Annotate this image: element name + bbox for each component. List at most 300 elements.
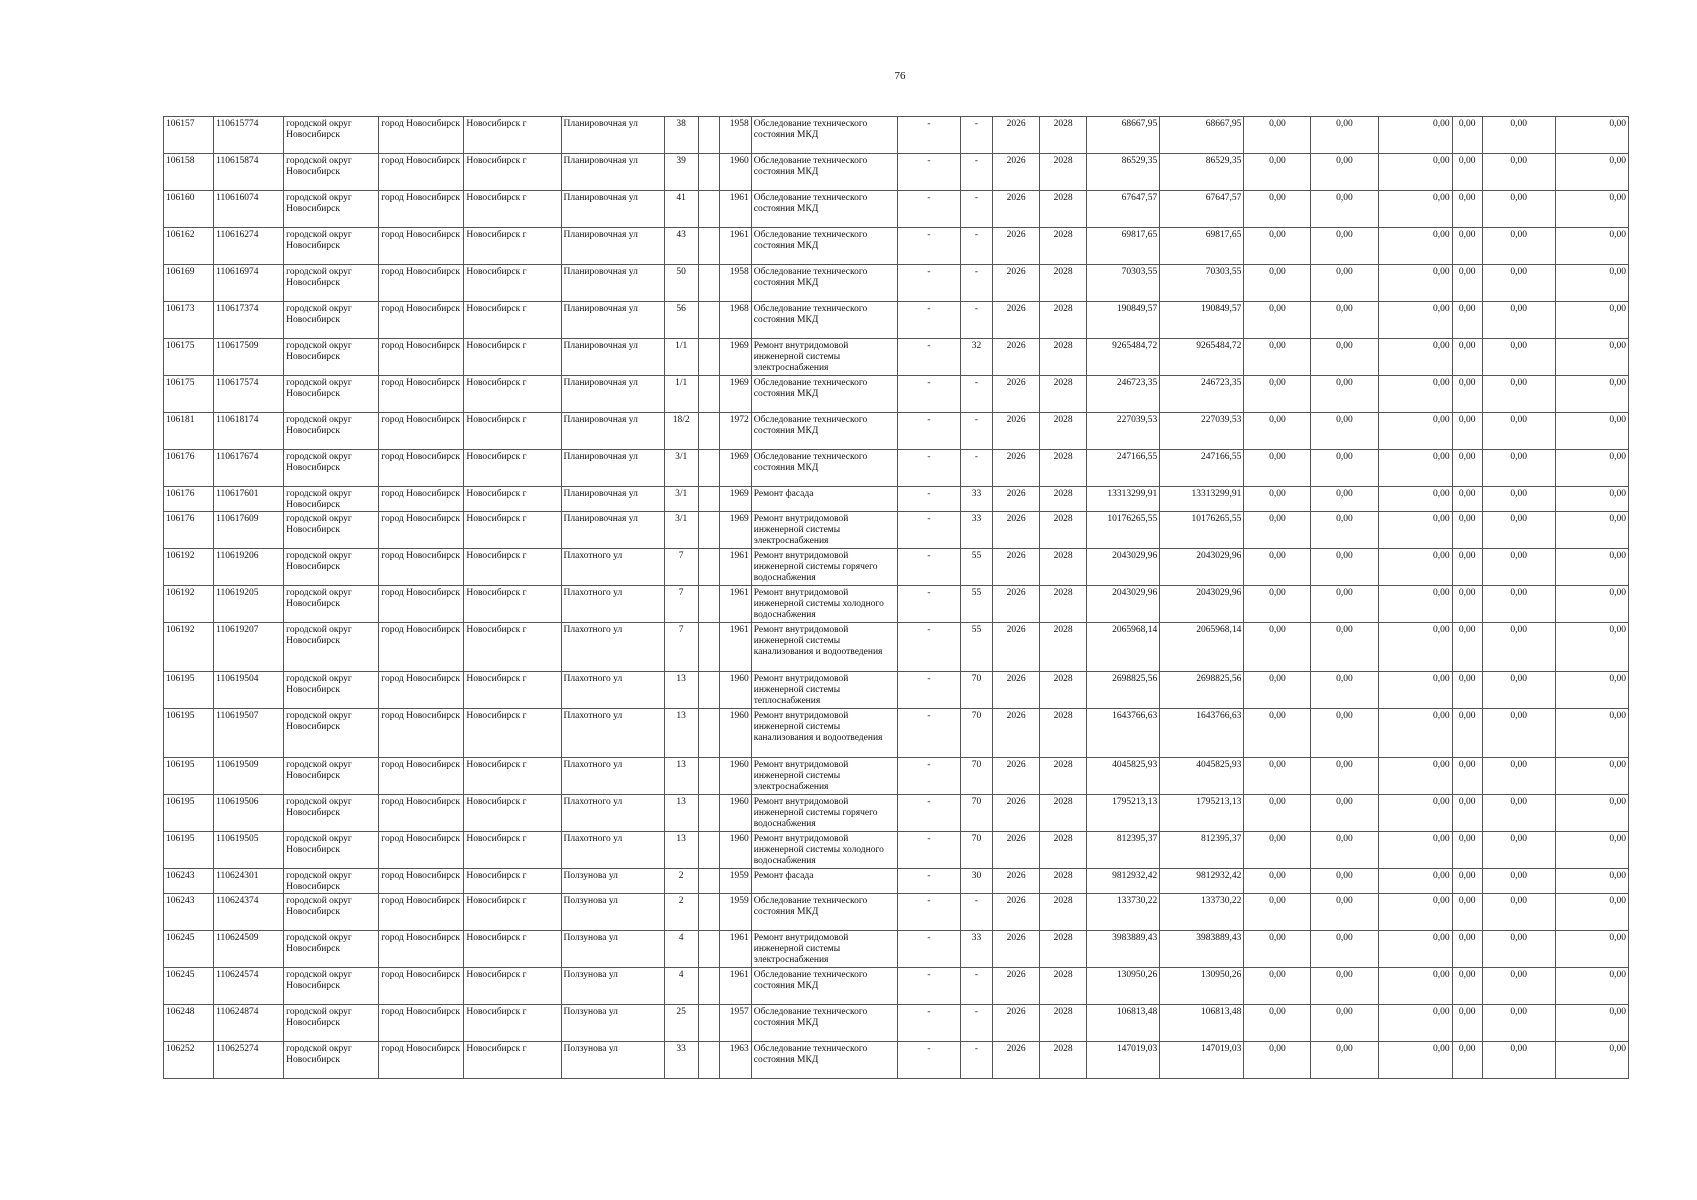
cell-municipal-district: городской округ Новосибирск	[284, 586, 379, 623]
cell-work-type: Обследование технического состояния МКД	[751, 1042, 897, 1079]
cell-cost-fund: 1795213,13	[1160, 795, 1244, 832]
cell-build-year: 1961	[719, 623, 751, 672]
cell-city: Новосибирск г	[464, 191, 561, 228]
cell-total-cost: 227039,53	[1087, 413, 1160, 450]
cell-end-year: 2028	[1040, 339, 1087, 376]
cell-cost-b: 0,00	[1311, 228, 1378, 265]
cell-work-type: Обследование технического состояния МКД	[751, 191, 897, 228]
cell-build-year: 1957	[719, 1005, 751, 1042]
cell-settlement: город Новосибирск	[379, 302, 464, 339]
cell-work-code: 110619205	[214, 586, 284, 623]
cell-settlement: город Новосибирск	[379, 549, 464, 586]
cell-cost-c: 0,00	[1378, 265, 1452, 302]
cell-house-number: 2	[664, 894, 698, 931]
cell-settlement: город Новосибирск	[379, 869, 464, 894]
cell-start-year: 2026	[993, 1042, 1040, 1079]
cell-street: Плахотного ул	[561, 795, 664, 832]
table-row	[164, 191, 1629, 228]
cell-start-year: 2026	[993, 376, 1040, 413]
cell-col-dash: -	[897, 487, 960, 512]
cell-cost-a: 0,00	[1244, 832, 1311, 869]
cell-city: Новосибирск г	[464, 265, 561, 302]
cell-cost-d: 0,00	[1452, 832, 1482, 869]
cell-start-year: 2026	[993, 117, 1040, 154]
cell-cost-fund: 2043029,96	[1160, 549, 1244, 586]
cell-build-year: 1969	[719, 376, 751, 413]
cell-building	[698, 968, 719, 1005]
cell-house-number: 38	[664, 117, 698, 154]
table-row	[164, 413, 1629, 450]
cell-cost-a: 0,00	[1244, 154, 1311, 191]
cell-cost-b: 0,00	[1311, 376, 1378, 413]
cell-cost-d: 0,00	[1452, 672, 1482, 709]
cell-cost-e: 0,00	[1482, 672, 1555, 709]
table-row	[164, 709, 1629, 758]
cell-cost-d: 0,00	[1452, 869, 1482, 894]
cell-cost-d: 0,00	[1452, 709, 1482, 758]
cell-city: Новосибирск г	[464, 549, 561, 586]
cell-city: Новосибирск г	[464, 795, 561, 832]
cell-col-dash: -	[897, 672, 960, 709]
cell-city: Новосибирск г	[464, 228, 561, 265]
cell-street: Планировочная ул	[561, 228, 664, 265]
cell-build-year: 1958	[719, 117, 751, 154]
cell-building	[698, 758, 719, 795]
cell-cost-d: 0,00	[1452, 1005, 1482, 1042]
cell-wear-percent: -	[961, 1005, 993, 1042]
cell-cost-fund: 86529,35	[1160, 154, 1244, 191]
cell-work-type: Ремонт внутридомовой инженерной системы канализования и водоотведения	[751, 623, 897, 672]
cell-settlement: город Новосибирск	[379, 1005, 464, 1042]
cell-build-year: 1960	[719, 795, 751, 832]
cell-total-cost: 190849,57	[1087, 302, 1160, 339]
cell-wear-percent: -	[961, 450, 993, 487]
cell-work-type: Обследование технического состояния МКД	[751, 968, 897, 1005]
table-body	[164, 117, 1629, 1079]
cell-settlement: город Новосибирск	[379, 894, 464, 931]
cell-start-year: 2026	[993, 549, 1040, 586]
cell-municipal-district: городской округ Новосибирск	[284, 117, 379, 154]
cell-building	[698, 931, 719, 968]
cell-building	[698, 191, 719, 228]
cell-cost-e: 0,00	[1482, 512, 1555, 549]
cell-col-dash: -	[897, 758, 960, 795]
cell-cost-f: 0,00	[1555, 586, 1628, 623]
cell-cost-b: 0,00	[1311, 709, 1378, 758]
cell-total-cost: 247166,55	[1087, 450, 1160, 487]
cell-object-id: 106176	[164, 512, 214, 549]
table-row	[164, 758, 1629, 795]
cell-municipal-district: городской округ Новосибирск	[284, 265, 379, 302]
cell-cost-a: 0,00	[1244, 1042, 1311, 1079]
cell-object-id: 106245	[164, 968, 214, 1005]
cell-start-year: 2026	[993, 869, 1040, 894]
cell-street: Планировочная ул	[561, 413, 664, 450]
cell-object-id: 106176	[164, 487, 214, 512]
cell-object-id: 106243	[164, 894, 214, 931]
cell-city: Новосибирск г	[464, 758, 561, 795]
cell-cost-fund: 246723,35	[1160, 376, 1244, 413]
cell-end-year: 2028	[1040, 758, 1087, 795]
cell-col-dash: -	[897, 968, 960, 1005]
cell-cost-fund: 9265484,72	[1160, 339, 1244, 376]
cell-object-id: 106195	[164, 672, 214, 709]
cell-wear-percent: 32	[961, 339, 993, 376]
cell-col-dash: -	[897, 302, 960, 339]
cell-end-year: 2028	[1040, 117, 1087, 154]
cell-work-type: Обследование технического состояния МКД	[751, 376, 897, 413]
cell-settlement: город Новосибирск	[379, 672, 464, 709]
cell-cost-c: 0,00	[1378, 709, 1452, 758]
cell-cost-a: 0,00	[1244, 413, 1311, 450]
cell-end-year: 2028	[1040, 795, 1087, 832]
cell-work-code: 110619206	[214, 549, 284, 586]
cell-col-dash: -	[897, 191, 960, 228]
cell-col-dash: -	[897, 413, 960, 450]
cell-municipal-district: городской округ Новосибирск	[284, 339, 379, 376]
cell-cost-fund: 106813,48	[1160, 1005, 1244, 1042]
cell-work-type: Ремонт фасада	[751, 869, 897, 894]
cell-cost-e: 0,00	[1482, 265, 1555, 302]
cell-settlement: город Новосибирск	[379, 450, 464, 487]
cell-col-dash: -	[897, 709, 960, 758]
cell-street: Плахотного ул	[561, 549, 664, 586]
cell-cost-a: 0,00	[1244, 869, 1311, 894]
cell-start-year: 2026	[993, 228, 1040, 265]
cell-cost-a: 0,00	[1244, 1005, 1311, 1042]
cell-street: Планировочная ул	[561, 339, 664, 376]
cell-cost-e: 0,00	[1482, 832, 1555, 869]
cell-settlement: город Новосибирск	[379, 832, 464, 869]
cell-build-year: 1972	[719, 413, 751, 450]
cell-cost-b: 0,00	[1311, 869, 1378, 894]
cell-building	[698, 339, 719, 376]
cell-cost-fund: 2698825,56	[1160, 672, 1244, 709]
cell-work-code: 110616274	[214, 228, 284, 265]
cell-object-id: 106195	[164, 832, 214, 869]
cell-city: Новосибирск г	[464, 1005, 561, 1042]
cell-start-year: 2026	[993, 265, 1040, 302]
cell-cost-b: 0,00	[1311, 191, 1378, 228]
cell-cost-c: 0,00	[1378, 832, 1452, 869]
cell-work-code: 110619509	[214, 758, 284, 795]
cell-col-dash: -	[897, 832, 960, 869]
cell-street: Планировочная ул	[561, 512, 664, 549]
cell-house-number: 50	[664, 265, 698, 302]
cell-wear-percent: 33	[961, 487, 993, 512]
cell-house-number: 3/1	[664, 450, 698, 487]
cell-col-dash: -	[897, 154, 960, 191]
cell-object-id: 106158	[164, 154, 214, 191]
table-row	[164, 1005, 1629, 1042]
cell-start-year: 2026	[993, 672, 1040, 709]
cell-start-year: 2026	[993, 894, 1040, 931]
cell-build-year: 1968	[719, 302, 751, 339]
cell-work-code: 110619507	[214, 709, 284, 758]
table-row	[164, 117, 1629, 154]
cell-municipal-district: городской округ Новосибирск	[284, 302, 379, 339]
cell-cost-f: 0,00	[1555, 339, 1628, 376]
cell-total-cost: 9812932,42	[1087, 869, 1160, 894]
cell-cost-e: 0,00	[1482, 709, 1555, 758]
cell-cost-f: 0,00	[1555, 894, 1628, 931]
cell-cost-fund: 69817,65	[1160, 228, 1244, 265]
cell-start-year: 2026	[993, 832, 1040, 869]
cell-col-dash: -	[897, 265, 960, 302]
cell-wear-percent: -	[961, 376, 993, 413]
cell-cost-c: 0,00	[1378, 191, 1452, 228]
cell-start-year: 2026	[993, 758, 1040, 795]
cell-cost-e: 0,00	[1482, 117, 1555, 154]
cell-work-code: 110615874	[214, 154, 284, 191]
cell-cost-b: 0,00	[1311, 1042, 1378, 1079]
cell-cost-d: 0,00	[1452, 931, 1482, 968]
cell-wear-percent: 55	[961, 549, 993, 586]
cell-col-dash: -	[897, 623, 960, 672]
cell-cost-f: 0,00	[1555, 1005, 1628, 1042]
cell-cost-e: 0,00	[1482, 154, 1555, 191]
cell-cost-a: 0,00	[1244, 549, 1311, 586]
cell-work-type: Обследование технического состояния МКД	[751, 117, 897, 154]
cell-city: Новосибирск г	[464, 894, 561, 931]
cell-cost-d: 0,00	[1452, 154, 1482, 191]
cell-house-number: 13	[664, 795, 698, 832]
cell-municipal-district: городской округ Новосибирск	[284, 191, 379, 228]
cell-work-code: 110625274	[214, 1042, 284, 1079]
cell-end-year: 2028	[1040, 672, 1087, 709]
cell-start-year: 2026	[993, 191, 1040, 228]
cell-house-number: 13	[664, 709, 698, 758]
cell-wear-percent: 70	[961, 672, 993, 709]
cell-street: Плахотного ул	[561, 623, 664, 672]
cell-cost-b: 0,00	[1311, 339, 1378, 376]
cell-city: Новосибирск г	[464, 623, 561, 672]
cell-cost-d: 0,00	[1452, 586, 1482, 623]
cell-street: Планировочная ул	[561, 117, 664, 154]
cell-cost-a: 0,00	[1244, 758, 1311, 795]
cell-total-cost: 2698825,56	[1087, 672, 1160, 709]
cell-object-id: 106176	[164, 450, 214, 487]
cell-cost-d: 0,00	[1452, 795, 1482, 832]
cell-work-type: Обследование технического состояния МКД	[751, 894, 897, 931]
cell-cost-c: 0,00	[1378, 931, 1452, 968]
cell-work-type: Обследование технического состояния МКД	[751, 413, 897, 450]
cell-cost-d: 0,00	[1452, 894, 1482, 931]
cell-cost-b: 0,00	[1311, 586, 1378, 623]
cell-end-year: 2028	[1040, 191, 1087, 228]
cell-end-year: 2028	[1040, 931, 1087, 968]
cell-cost-b: 0,00	[1311, 549, 1378, 586]
cell-house-number: 7	[664, 549, 698, 586]
cell-city: Новосибирск г	[464, 302, 561, 339]
cell-start-year: 2026	[993, 968, 1040, 1005]
cell-end-year: 2028	[1040, 154, 1087, 191]
cell-cost-b: 0,00	[1311, 623, 1378, 672]
cell-end-year: 2028	[1040, 376, 1087, 413]
cell-street: Плахотного ул	[561, 672, 664, 709]
cell-cost-f: 0,00	[1555, 758, 1628, 795]
cell-cost-e: 0,00	[1482, 623, 1555, 672]
cell-cost-f: 0,00	[1555, 302, 1628, 339]
cell-col-dash: -	[897, 376, 960, 413]
cell-cost-e: 0,00	[1482, 931, 1555, 968]
cell-col-dash: -	[897, 549, 960, 586]
cell-end-year: 2028	[1040, 487, 1087, 512]
cell-cost-b: 0,00	[1311, 487, 1378, 512]
cell-cost-d: 0,00	[1452, 1042, 1482, 1079]
cell-cost-a: 0,00	[1244, 512, 1311, 549]
cell-building	[698, 709, 719, 758]
cell-municipal-district: городской округ Новосибирск	[284, 832, 379, 869]
cell-start-year: 2026	[993, 450, 1040, 487]
cell-end-year: 2028	[1040, 450, 1087, 487]
cell-building	[698, 869, 719, 894]
cell-cost-e: 0,00	[1482, 228, 1555, 265]
cell-city: Новосибирск г	[464, 450, 561, 487]
cell-wear-percent: 55	[961, 623, 993, 672]
cell-building	[698, 413, 719, 450]
cell-cost-c: 0,00	[1378, 672, 1452, 709]
cell-cost-f: 0,00	[1555, 413, 1628, 450]
cell-end-year: 2028	[1040, 413, 1087, 450]
cell-object-id: 106157	[164, 117, 214, 154]
cell-cost-b: 0,00	[1311, 512, 1378, 549]
cell-total-cost: 3983889,43	[1087, 931, 1160, 968]
cell-object-id: 106245	[164, 931, 214, 968]
cell-cost-f: 0,00	[1555, 549, 1628, 586]
cell-street: Плахотного ул	[561, 586, 664, 623]
cell-city: Новосибирск г	[464, 154, 561, 191]
cell-cost-fund: 10176265,55	[1160, 512, 1244, 549]
cell-object-id: 106195	[164, 709, 214, 758]
cell-wear-percent: -	[961, 413, 993, 450]
cell-cost-e: 0,00	[1482, 191, 1555, 228]
cell-wear-percent: -	[961, 1042, 993, 1079]
cell-cost-b: 0,00	[1311, 758, 1378, 795]
cell-wear-percent: 70	[961, 709, 993, 758]
cell-work-code: 110624301	[214, 869, 284, 894]
cell-street: Ползунова ул	[561, 1042, 664, 1079]
cell-building	[698, 623, 719, 672]
cell-work-code: 110619207	[214, 623, 284, 672]
cell-cost-fund: 130950,26	[1160, 968, 1244, 1005]
cell-total-cost: 67647,57	[1087, 191, 1160, 228]
table-row	[164, 586, 1629, 623]
cell-cost-f: 0,00	[1555, 709, 1628, 758]
cell-wear-percent: 55	[961, 586, 993, 623]
cell-cost-d: 0,00	[1452, 339, 1482, 376]
cell-start-year: 2026	[993, 623, 1040, 672]
cell-build-year: 1960	[719, 672, 751, 709]
cell-work-type: Обследование технического состояния МКД	[751, 265, 897, 302]
cell-cost-fund: 190849,57	[1160, 302, 1244, 339]
cell-cost-b: 0,00	[1311, 1005, 1378, 1042]
cell-work-type: Обследование технического состояния МКД	[751, 1005, 897, 1042]
cell-cost-c: 0,00	[1378, 795, 1452, 832]
cell-total-cost: 13313299,91	[1087, 487, 1160, 512]
cell-start-year: 2026	[993, 795, 1040, 832]
table-row	[164, 154, 1629, 191]
cell-cost-e: 0,00	[1482, 450, 1555, 487]
cell-object-id: 106252	[164, 1042, 214, 1079]
cell-build-year: 1961	[719, 586, 751, 623]
cell-street: Ползунова ул	[561, 869, 664, 894]
cell-street: Планировочная ул	[561, 450, 664, 487]
cell-city: Новосибирск г	[464, 931, 561, 968]
cell-settlement: город Новосибирск	[379, 1042, 464, 1079]
cell-cost-c: 0,00	[1378, 228, 1452, 265]
cell-house-number: 13	[664, 832, 698, 869]
cell-object-id: 106181	[164, 413, 214, 450]
cell-build-year: 1960	[719, 832, 751, 869]
cell-object-id: 106192	[164, 549, 214, 586]
page-number: 76	[894, 70, 906, 82]
cell-cost-c: 0,00	[1378, 1042, 1452, 1079]
cell-work-code: 110624374	[214, 894, 284, 931]
cell-cost-a: 0,00	[1244, 228, 1311, 265]
cell-work-type: Обследование технического состояния МКД	[751, 302, 897, 339]
cell-cost-f: 0,00	[1555, 795, 1628, 832]
cell-cost-a: 0,00	[1244, 487, 1311, 512]
cell-wear-percent: 33	[961, 931, 993, 968]
cell-municipal-district: городской округ Новосибирск	[284, 450, 379, 487]
cell-cost-e: 0,00	[1482, 339, 1555, 376]
cell-settlement: город Новосибирск	[379, 376, 464, 413]
cell-total-cost: 812395,37	[1087, 832, 1160, 869]
cell-building	[698, 154, 719, 191]
cell-wear-percent: -	[961, 228, 993, 265]
cell-settlement: город Новосибирск	[379, 586, 464, 623]
cell-city: Новосибирск г	[464, 672, 561, 709]
cell-building	[698, 672, 719, 709]
cell-cost-f: 0,00	[1555, 968, 1628, 1005]
cell-object-id: 106160	[164, 191, 214, 228]
cell-settlement: город Новосибирск	[379, 795, 464, 832]
cell-object-id: 106169	[164, 265, 214, 302]
cell-object-id: 106162	[164, 228, 214, 265]
cell-cost-a: 0,00	[1244, 191, 1311, 228]
cell-col-dash: -	[897, 117, 960, 154]
cell-street: Планировочная ул	[561, 487, 664, 512]
cell-total-cost: 246723,35	[1087, 376, 1160, 413]
cell-house-number: 41	[664, 191, 698, 228]
cell-work-type: Ремонт внутридомовой инженерной системы холодного водоснабжения	[751, 586, 897, 623]
cell-settlement: город Новосибирск	[379, 758, 464, 795]
cell-city: Новосибирск г	[464, 1042, 561, 1079]
cell-cost-c: 0,00	[1378, 549, 1452, 586]
table-row	[164, 795, 1629, 832]
cell-work-code: 110624574	[214, 968, 284, 1005]
cell-house-number: 7	[664, 623, 698, 672]
table-row	[164, 450, 1629, 487]
cell-municipal-district: городской округ Новосибирск	[284, 795, 379, 832]
cell-wear-percent: 30	[961, 869, 993, 894]
cell-build-year: 1969	[719, 512, 751, 549]
cell-settlement: город Новосибирск	[379, 339, 464, 376]
cell-wear-percent: 70	[961, 832, 993, 869]
cell-col-dash: -	[897, 795, 960, 832]
cell-cost-fund: 812395,37	[1160, 832, 1244, 869]
cell-end-year: 2028	[1040, 968, 1087, 1005]
table-row	[164, 869, 1629, 894]
cell-cost-f: 0,00	[1555, 672, 1628, 709]
cell-cost-f: 0,00	[1555, 265, 1628, 302]
cell-build-year: 1960	[719, 154, 751, 191]
cell-col-dash: -	[897, 894, 960, 931]
cell-total-cost: 69817,65	[1087, 228, 1160, 265]
cell-building	[698, 228, 719, 265]
cell-object-id: 106195	[164, 795, 214, 832]
